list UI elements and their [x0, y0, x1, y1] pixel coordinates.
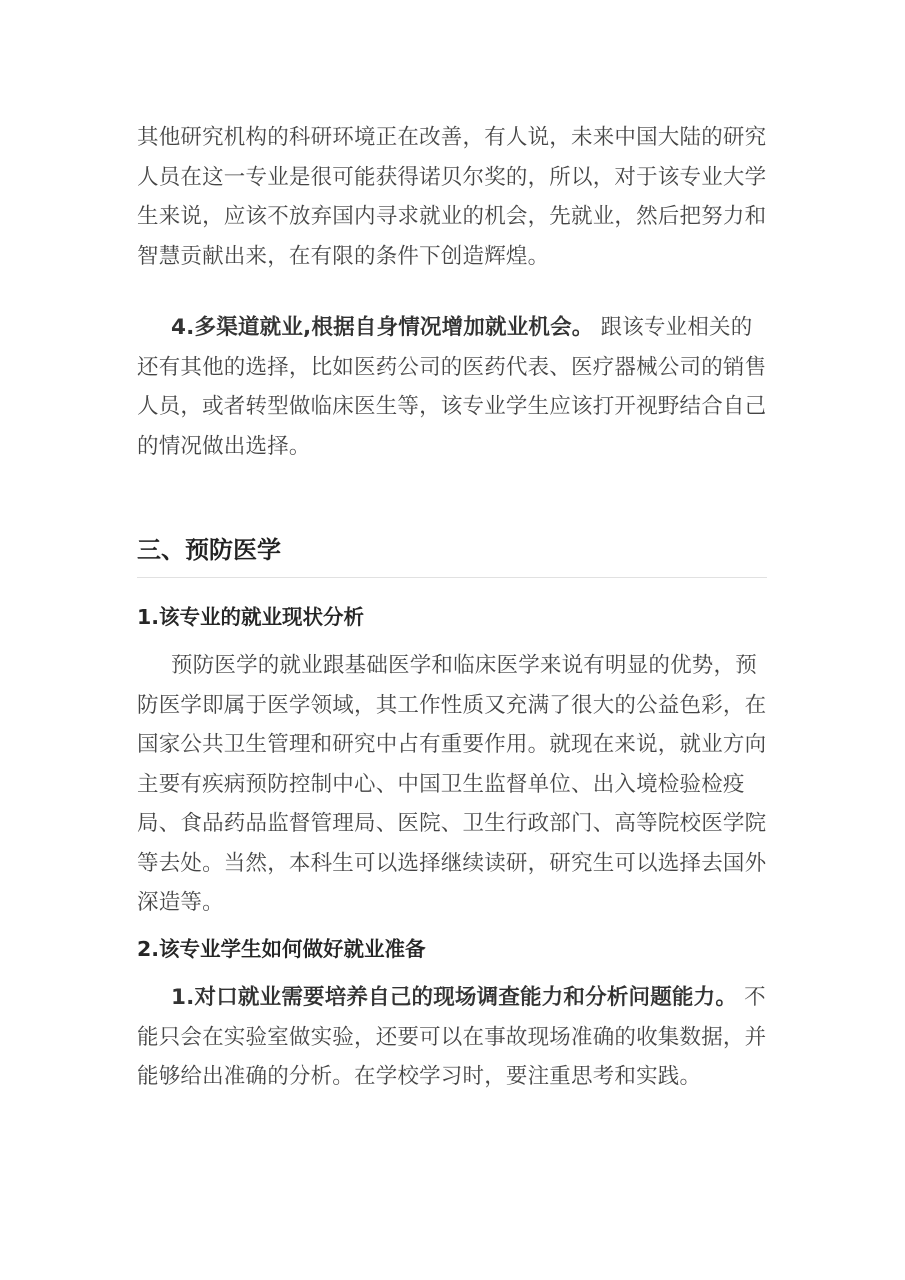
- paragraph-field-investigation: [137, 978, 773, 1097]
- paragraph-employment-status: 预防医学的就业跟基础医学和临床医学来说有明显的优势，预防医学即属于医学领域，其工作性质又充满了很大的公益色彩，在国家公共卫生管理和研究中占有重要作用。就现在来说，就业方向主要有疾病预防控制中心、中国卫生监督单位、出入境检验检疫局、食品药品监督管理局、医院、卫生行政部门、高等院校医学院等去处。当然，本科生可以选择继续读研，研究生可以选择去国外深造等。: [137, 653, 767, 915]
- section-divider: [137, 577, 767, 578]
- paragraph-lead-heading: 4.多渠道就业,根据自身情况增加就业机会。: [171, 315, 594, 340]
- subsection-title-preparation: 2.该专业学生如何做好就业准备: [137, 937, 426, 961]
- paragraph-multi-channel-employment: [137, 308, 773, 466]
- paragraph-research-environment: 其他研究机构的科研环境正在改善，有人说，未来中国大陆的研究人员在这一专业是很可能获得诺贝尔奖的，所以，对于该专业大学生来说，应该不放弃国内寻求就业的机会，先就业，然后把努力和智慧贡献出来，在有限的条件下创造辉煌。: [137, 125, 767, 269]
- subsection-title-status: 1.该专业的就业现状分析: [137, 605, 365, 629]
- paragraph-lead-heading: 1.对口就业需要培养自己的现场调查能力和分析问题能力。: [171, 985, 738, 1010]
- section-title: 三、预防医学: [137, 536, 281, 564]
- paragraph-body-text: 跟该专业相关的还有其他的选择，比如医药公司的医药代表、医疗器械公司的销售人员，或者转型做临床医生等，该专业学生应该打开视野结合自己的情况做出选择。: [137, 315, 767, 459]
- paragraph-body-text: 不能只会在实验室做实验，还要可以在事故现场准确的收集数据，并能够给出准确的分析。在学校学习时，要注重思考和实践。: [137, 985, 767, 1089]
